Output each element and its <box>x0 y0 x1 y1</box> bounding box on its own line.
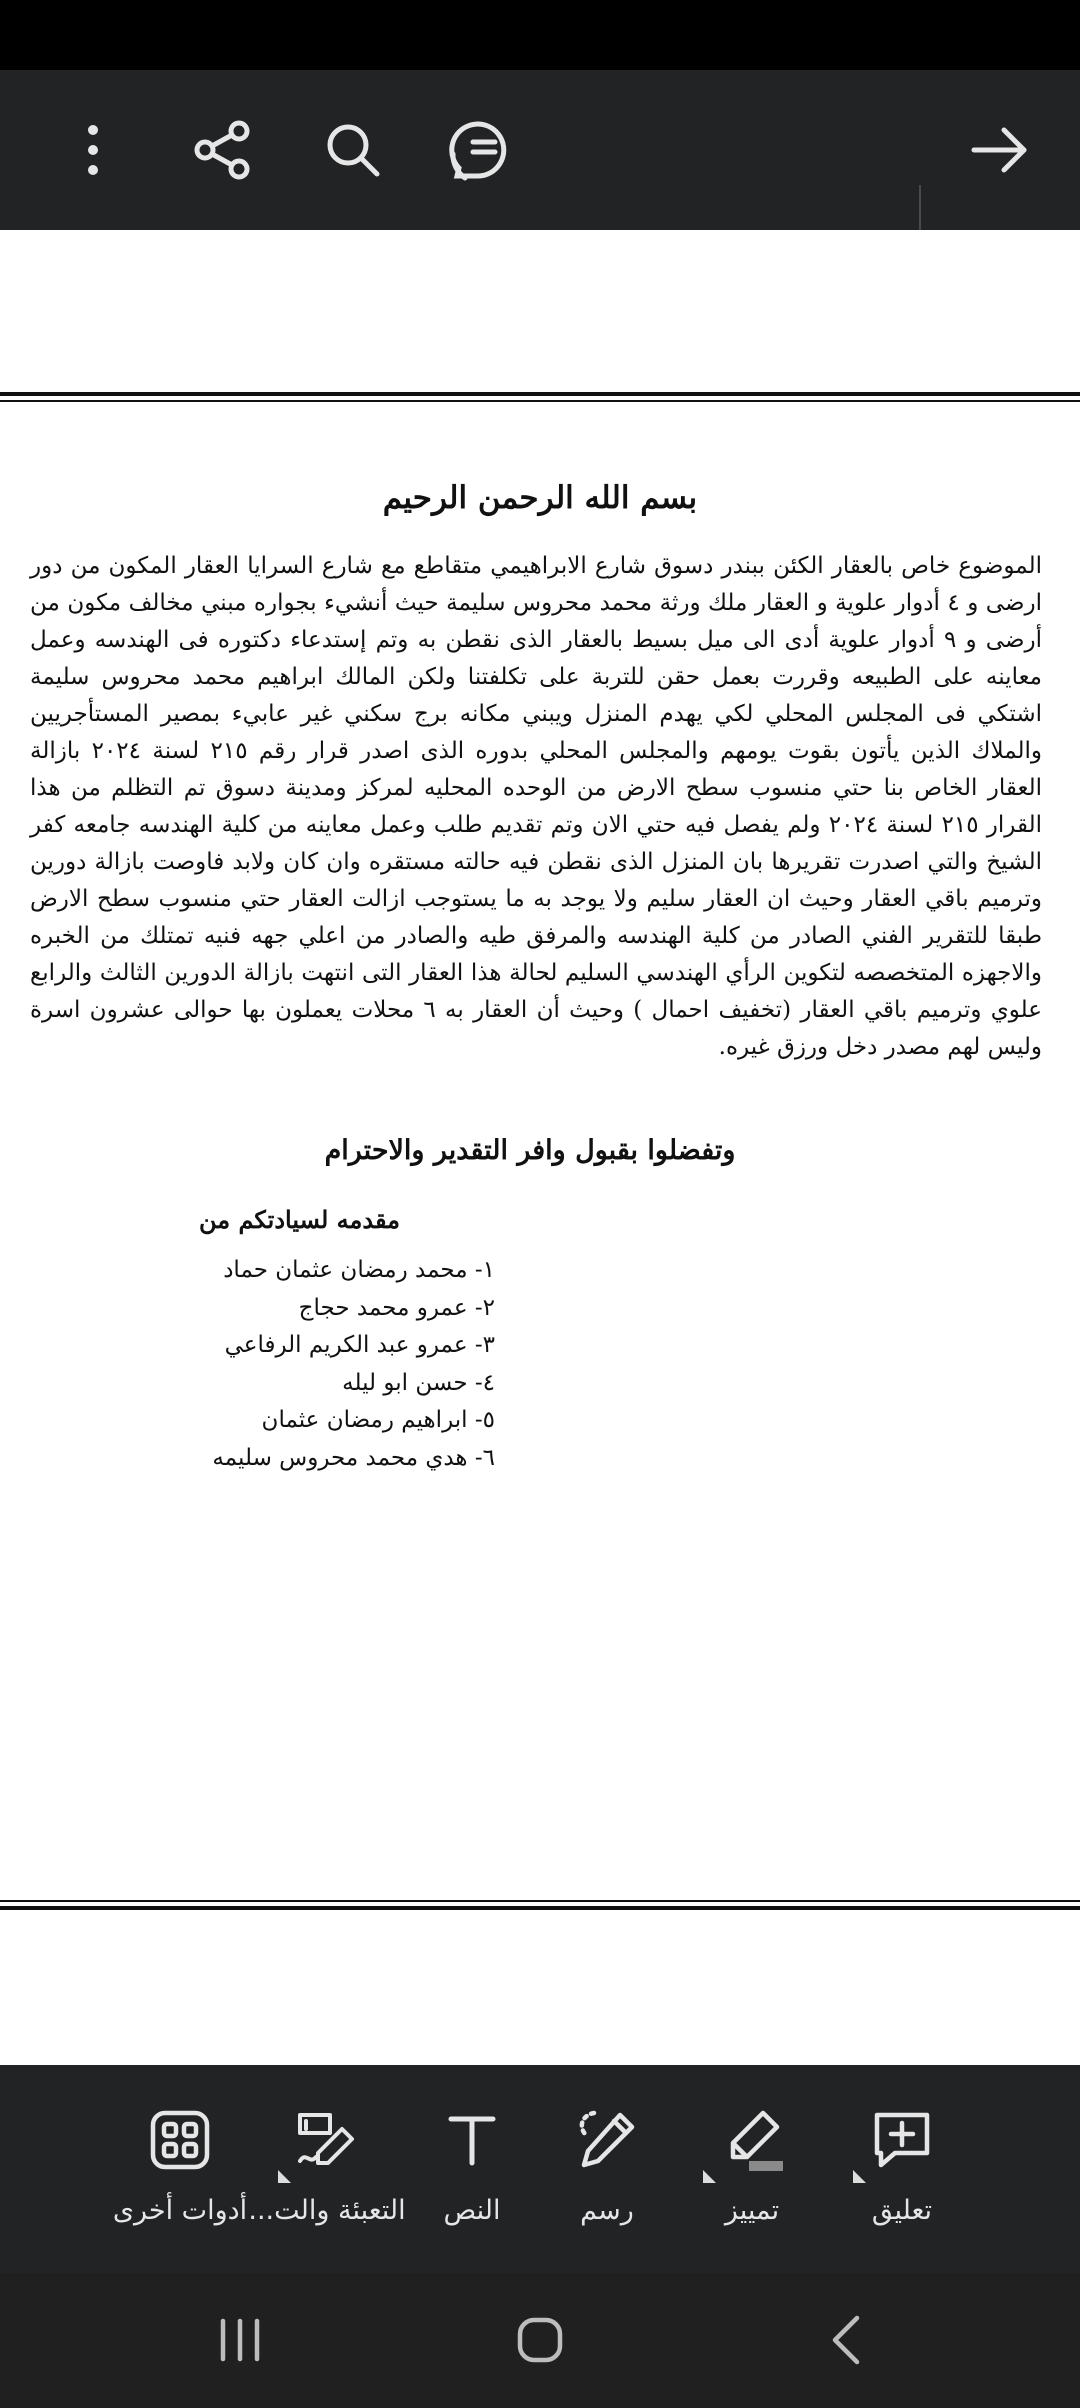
signer-item: ٦- هدي محمد محروس سليمه <box>212 1444 495 1471</box>
submenu-indicator <box>278 2170 291 2183</box>
search-button[interactable] <box>303 100 403 200</box>
add-comment-icon <box>871 2109 933 2171</box>
tool-label: النص <box>443 2195 501 2226</box>
page-top-rule-thin <box>0 400 1080 402</box>
bottom-toolbar <box>0 2065 1080 2273</box>
text-icon <box>445 2111 499 2169</box>
more-tools[interactable] <box>110 2065 250 2273</box>
forward-button[interactable] <box>950 100 1050 200</box>
signer-item: ٥- ابراهيم رمضان عثمان <box>261 1407 495 1433</box>
back-icon <box>825 2314 865 2366</box>
document-title: بسم الله الرحمن الرحيم <box>382 480 698 516</box>
comment-list-button[interactable] <box>431 100 531 200</box>
signer-item: ٤- حسن ابو ليله <box>342 1369 495 1396</box>
submenu-indicator <box>853 2170 866 2183</box>
more-options-icon <box>83 120 103 180</box>
highlight-tool[interactable] <box>692 2065 812 2273</box>
draw-tool[interactable] <box>547 2065 667 2273</box>
recent-apps-button[interactable] <box>180 2295 300 2385</box>
document-closing: وتفضلوا بقبول وافر التقدير والاحترام <box>324 1135 736 1166</box>
home-icon <box>515 2315 565 2365</box>
submenu-indicator <box>703 2170 716 2183</box>
share-icon <box>191 118 255 182</box>
page-bottom-rule <box>0 1906 1080 1910</box>
grid-icon <box>149 2109 211 2171</box>
document-body: الموضوع خاص بالعقار الكئن ببندر دسوق شارع الابراهيمي متقاطع مع شارع السرايا العقار المكون من دور ارضى و ٤ أدوار علوية و العقار ملك ورثة محمد محروس سليمة حيث أنشيء بجواره مبني مخالف مكون من أرضى و ٩ أدوار علوية أدى الى ميل بسيط بالعقار الذى نقطن به وتم إستدعاء دكتوره فى الهندسه وعمل معاينه على الطبيعه وقررت بعمل حقن للتربة على تكلفتنا ولكن المالك ابراهيم محمد محروس سليمة اشتكي فى المجلس المحلي لكي يهدم المنزل ويبني مكانه برج سكني غير عابيء بمصير المستأجريين والملاك الذين يأتون بقوت يومهم والمجلس المحلي بدوره الذى اصدر قرار رقم ٢١٥ لسنة ٢٠٢٤ بازالة العقار الخاص بنا حتي منسوب سطح الارض من الوحده المحليه لمركز ومدينة دسوق تم التظلم من هذا القرار ٢١٥ لسنة ٢٠٢٤ ولم يفصل فيه حتي الان وتم تقديم طلب وعمل معاينه من كلية الهندسه جامعه كفر الشيخ والتي اصدرت تقريرها بان المنزل الذى نقطن فيه حالته مستقره وان كان ولابد فاوصت بازالة دورين وترميم باقي العقار وحيث ان العقار سليم ولا يوجد به ما يستوجب ازالت العقار حتي منسوب سطح الارض طبقا للتقرير الفني الصادر من كلية الهندسه والمرفق طيه والصادر من اعلي جهه فنيه تمتلك من الخبره والاجهزه المتخصصه لتكوين الرأي الهندسي السليم لحالة هذا العقار التى انتهت بازالة الدورين الثالث والرابع علوي وترميم باقي العقار (تخفيف احمال ) وحيث أن العقار به ٦ محلات يعملون بها حوالى عشرون اسرة وليس لهم مصدر دخل ورزق غيره. <box>30 553 1043 1060</box>
forward-arrow-icon <box>970 125 1030 175</box>
tool-label: تمييز <box>724 2195 780 2226</box>
tool-label: التعبئة والت... <box>248 2195 406 2226</box>
tool-label: رسم <box>580 2195 634 2226</box>
page-top-rule <box>0 392 1080 396</box>
presented-by: مقدمه لسيادتكم من <box>198 1205 400 1234</box>
recent-apps-icon <box>215 2317 265 2363</box>
fill-and-sign-tool[interactable] <box>248 2065 406 2273</box>
home-button[interactable] <box>480 2295 600 2385</box>
signers-list <box>150 1252 495 1477</box>
highlighter-icon <box>719 2107 785 2173</box>
top-toolbar <box>0 70 1080 230</box>
back-button[interactable] <box>785 2295 905 2385</box>
fill-and-sign-icon <box>294 2107 360 2173</box>
signer-item: ٣- عمرو عبد الكريم الرفاعي <box>224 1332 495 1358</box>
signer-item: ١- محمد رمضان عثمان حماد <box>223 1257 495 1283</box>
page-bottom-rule-thin <box>0 1900 1080 1902</box>
comment-tool[interactable] <box>842 2065 962 2273</box>
status-bar <box>0 0 1080 70</box>
share-button[interactable] <box>173 100 273 200</box>
text-tool[interactable] <box>412 2065 532 2273</box>
search-icon <box>321 118 385 182</box>
comment-list-icon <box>447 118 515 182</box>
navigation-bar <box>0 2273 1080 2408</box>
pen-icon <box>574 2107 640 2173</box>
tool-label: أدوات أخرى <box>112 2195 248 2226</box>
more-options-button[interactable] <box>43 100 143 200</box>
signer-item: ٢- عمرو محمد حجاج <box>298 1294 495 1321</box>
document-page[interactable] <box>0 230 1080 2065</box>
tool-label: تعليق <box>871 2195 933 2226</box>
